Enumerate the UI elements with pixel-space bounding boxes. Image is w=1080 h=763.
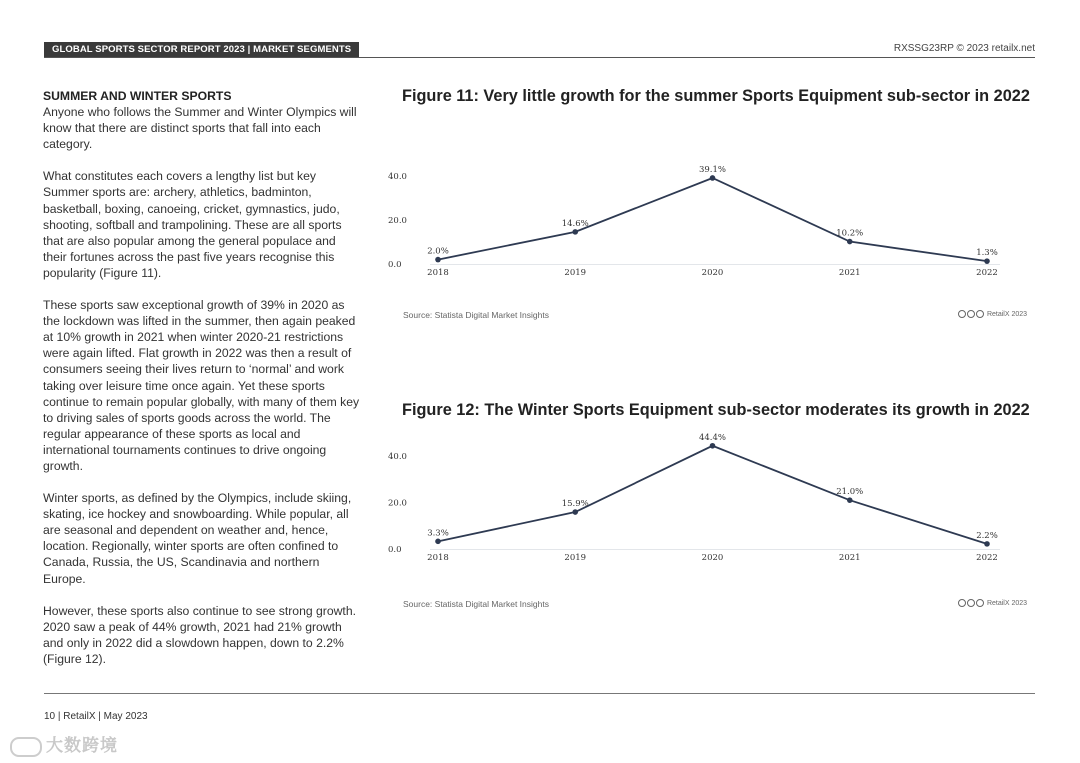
- x-tick-label: 2018: [427, 553, 449, 563]
- y-tick-label: 40.0: [388, 172, 407, 182]
- credit-text: RetailX 2023: [986, 599, 1028, 607]
- data-point: [572, 229, 578, 235]
- data-point: [847, 497, 853, 503]
- data-point: [984, 541, 990, 547]
- data-label: 14.6%: [561, 218, 589, 229]
- data-point: [435, 257, 441, 263]
- figure-11-title: Figure 11: Very little growth for the summer Sports Equipment sub-sector in 2022: [402, 87, 1030, 105]
- report-section-tag: GLOBAL SPORTS SECTOR REPORT 2023 | MARKET SEGMENTS: [44, 42, 359, 57]
- paragraph-3: These sports saw exceptional growth of 39% in 2020 as the lockdown was lifted in the summer, then again peaked at 10% growth in 2021 when winter 2020-21 restrictions were again lifted. Flat growth in 2022 was then a result of consumers seeing their lives return to ‘normal’ and work taking over leisure time once again. Yet these sports continue to remain popular globally, with many of them key to driving sales of sports goods across the world. The regular appearance of these sports as local and international tournaments continues to drive ongoing growth.: [43, 298, 360, 473]
- figure-12-credit: [958, 599, 1027, 607]
- y-tick-label: 20.0: [388, 498, 407, 509]
- figure-11-chart: [380, 160, 1040, 285]
- body-text-column: [43, 88, 361, 683]
- watermark-logo-icon: [10, 737, 42, 757]
- series-line: [438, 446, 987, 544]
- figure-12-chart: [380, 432, 1040, 570]
- cc-license-icon: [958, 599, 966, 607]
- data-label: 1.3%: [976, 248, 998, 259]
- cc-nd-icon: [976, 310, 984, 318]
- x-tick-label: 2022: [976, 268, 998, 278]
- cc-license-icon: [958, 310, 966, 318]
- paragraph-1: Anyone who follows the Summer and Winter Olympics will know that there are distinct sports that fall into each category.: [43, 105, 357, 152]
- x-tick-label: 2019: [564, 553, 587, 563]
- paragraph-2: What constitutes each covers a lengthy list but key Summer sports are: archery, athletics, badminton, basketball, boxing, canoeing, cricket, gymnastics, judo, shooting, softball and trampolining. These are all sports that are also popular among the general populace and their fortunes across the past five years recognise this popularity (Figure 11).: [43, 169, 342, 280]
- data-point: [984, 258, 990, 264]
- x-tick-label: 2020: [701, 553, 724, 563]
- data-point: [847, 239, 853, 245]
- figure-12-source: Source: Statista Digital Market Insights: [403, 599, 549, 609]
- report-code: RXSSG23RP © 2023 retailx.net: [893, 43, 1035, 54]
- data-label: 10.2%: [836, 228, 864, 239]
- figure-11-credit: [958, 310, 1027, 318]
- x-tick-label: 2022: [976, 553, 998, 563]
- cc-by-icon: [967, 599, 975, 607]
- x-tick-label: 2018: [427, 268, 449, 278]
- cc-nd-icon: [976, 599, 984, 607]
- cc-by-icon: [967, 310, 975, 318]
- data-label: 39.1%: [698, 164, 727, 175]
- paragraph-5: However, these sports also continue to see strong growth. 2020 saw a peak of 44% growth, 2021 had 21% growth and only in 2022 did a slowdown happen, down to 2.2% (Figure 12).: [43, 603, 356, 666]
- footer-divider: [44, 693, 1035, 694]
- data-point: [572, 509, 578, 515]
- data-point: [710, 443, 716, 449]
- data-label: 2.2%: [976, 530, 998, 541]
- x-tick-label: 2019: [564, 268, 587, 278]
- data-label: 2.0%: [427, 246, 449, 257]
- figure-12-title: Figure 12: The Winter Sports Equipment sub-sector moderates its growth in 2022: [402, 401, 1030, 419]
- header-divider: [44, 57, 1035, 58]
- data-label: 21.0%: [836, 487, 864, 498]
- figure-11-source: Source: Statista Digital Market Insights: [403, 310, 549, 320]
- x-tick-label: 2021: [838, 268, 861, 278]
- data-label: 44.4%: [698, 432, 727, 443]
- y-tick-label: 0.0: [388, 260, 402, 270]
- credit-text: RetailX 2023: [986, 310, 1028, 318]
- watermark-text: 大数跨境: [46, 736, 118, 755]
- page-footer: 10 | RetailX | May 2023: [44, 711, 148, 722]
- x-tick-label: 2021: [838, 553, 861, 563]
- series-line: [438, 178, 987, 261]
- section-heading: SUMMER AND WINTER SPORTS: [43, 89, 232, 103]
- paragraph-4: Winter sports, as defined by the Olympics, include skiing, skating, ice hockey and snowboarding. While popular, all are seasonal and dependent on weather and, hence, location. Regionally, winter sports are often confined to Canada, Russia, the US, Scandinavia and northern Europe.: [43, 491, 352, 586]
- data-label: 3.3%: [427, 528, 449, 539]
- x-tick-label: 2020: [701, 268, 724, 278]
- data-point: [435, 539, 441, 545]
- data-label: 15.9%: [561, 499, 589, 510]
- y-tick-label: 40.0: [388, 452, 407, 462]
- data-point: [710, 175, 716, 181]
- watermark: [10, 731, 118, 757]
- y-tick-label: 20.0: [388, 216, 407, 226]
- y-tick-label: 0.0: [388, 545, 402, 555]
